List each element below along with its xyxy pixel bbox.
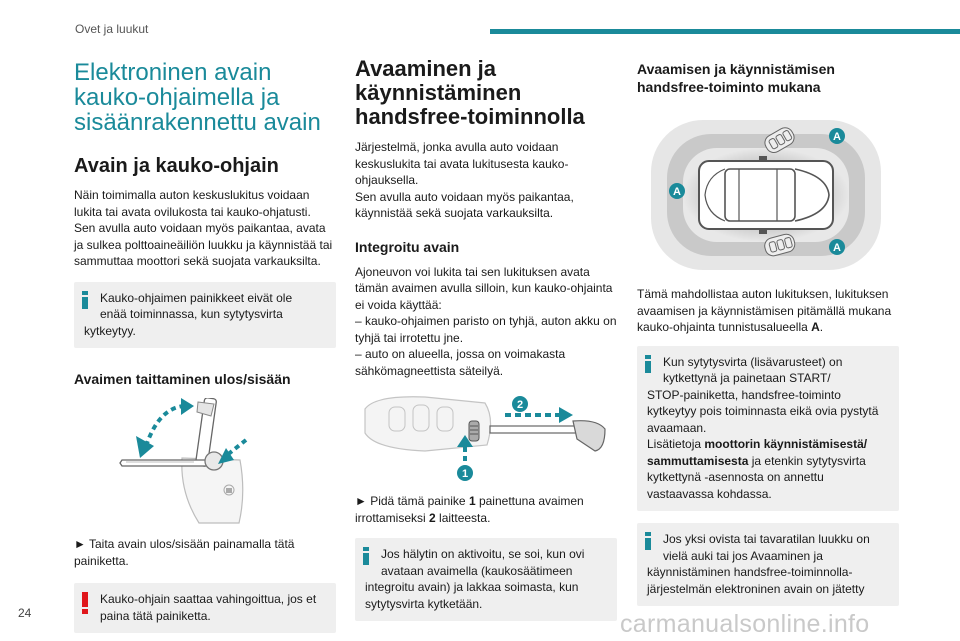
info-note: Jos hälytin on aktivoitu, se soi, kun ovi avataan avaimella (kaukosäätimeen integroitu avain) ja lakkaa soimasta, kun sytytysvirta kytketään. (355, 538, 617, 621)
integrated-key-illustration (355, 389, 617, 483)
subheading-handsfree-carried: Avaamisen ja käynnistämisen handsfree-toiminto mukana (637, 61, 835, 95)
key-removal-icon (355, 389, 617, 483)
info-note: Jos yksi ovista tai tavaratilan luukku on vielä auki tai jos Avaaminen ja käynnistäminen handsfree-toiminnolla-järjestelmän elektroninen avain on jätetty (637, 523, 899, 606)
info-icon (363, 547, 369, 565)
warning-icon (82, 592, 88, 614)
column-1 (74, 52, 336, 641)
section-heading-key: Avain ja kauko-ohjain (74, 155, 279, 177)
paragraph: Ajoneuvon voi lukita tai sen lukituksen avata tämän avaimen avulla silloin, kun kauko-ohjainta ei voida käyttää: (355, 264, 613, 312)
key-fold-icon (74, 398, 336, 526)
subheading-integrated-key: Integroitu avain (355, 238, 460, 255)
warning-note: Kauko-ohjain saattaa vahingoittua, jos et paina tätä painiketta. (74, 583, 336, 633)
detection-zone-icon (637, 106, 899, 276)
zone-a-label: A (833, 242, 841, 254)
paragraph: Tämä mahdollistaa auton lukituksen, lukituksen avaamisen ja käynnistämisen pitämällä mukana kauko-ohjainta tunnistusalueella A. (637, 287, 892, 334)
page-number: 24 (18, 606, 32, 620)
info-note: Kun sytytysvirta (lisävarusteet) on kytkettynä ja painetaan START/ STOP-painiketta, handsfree-toiminto kytkeytyy pois toiminnasta eikä ovia pystytä avaamaan. Lisätietoja moottorin käynnistämisestä/ sammuttamisesta ja etenkin sytytysvirta kytkettynä -asennosta on annettu vastaavassa kohdassa. (637, 346, 899, 512)
header-accent-bar (490, 29, 960, 34)
subheading-fold-key: Avaimen taittaminen ulos/sisään (74, 371, 291, 387)
paragraph: – auto on alueella, jossa on voimakasta sähkömagneettista säteilyä. (355, 347, 566, 378)
section-header: Ovet ja luukut (75, 22, 149, 36)
info-icon (645, 355, 651, 373)
detection-zone-illustration (637, 106, 899, 276)
instruction-step: ► Taita avain ulos/sisään painamalla tätä painiketta. (74, 537, 295, 568)
paragraph: Näin toimimalla auton keskuslukitus voidaan lukita tai avata ovilukosta tai kauko-ohjatusti. (74, 188, 311, 219)
paragraph: Sen avulla auto voidaan myös paikantaa, avata ja sulkea polttoaineäiliön luukku ja käynnistää tai sammuttaa moottori sekä suojata varkauksilta. (74, 221, 333, 268)
column-3 (637, 52, 899, 614)
watermark: carmanualsonline.info (620, 610, 870, 638)
info-note: Kauko-ohjaimen painikkeet eivät ole enää toiminnassa, kun sytytysvirta kytkeytyy. (74, 282, 336, 349)
info-icon (645, 532, 651, 550)
page-title: Elektroninen avain kauko-ohjaimella ja sisäänrakennettu avain (74, 59, 321, 136)
section-heading-handsfree: Avaaminen ja käynnistäminen handsfree-toiminnolla (355, 56, 585, 129)
callout-1-label: 1 (461, 468, 469, 480)
paragraph: Sen avulla auto voidaan myös paikantaa, käynnistää sekä suojata varkauksilta. (355, 189, 574, 220)
paragraph: Järjestelmä, jonka avulla auto voidaan keskuslukita tai avata lukitusesta kauko-ohjauksella. (355, 140, 569, 187)
paragraph: – kauko-ohjaimen paristo on tyhjä, auton akku on tyhjä tai irrotettu jne. (355, 314, 617, 345)
zone-a-label: A (833, 131, 841, 143)
zone-a-label: A (673, 186, 681, 198)
callout-2-label: 2 (516, 399, 524, 411)
info-icon (82, 291, 88, 309)
instruction-step: ► Pidä tämä painike 1 painettuna avaimen irrottamiseksi 2 laitteesta. (355, 494, 584, 525)
column-2 (355, 52, 617, 629)
key-fold-illustration (74, 398, 336, 526)
